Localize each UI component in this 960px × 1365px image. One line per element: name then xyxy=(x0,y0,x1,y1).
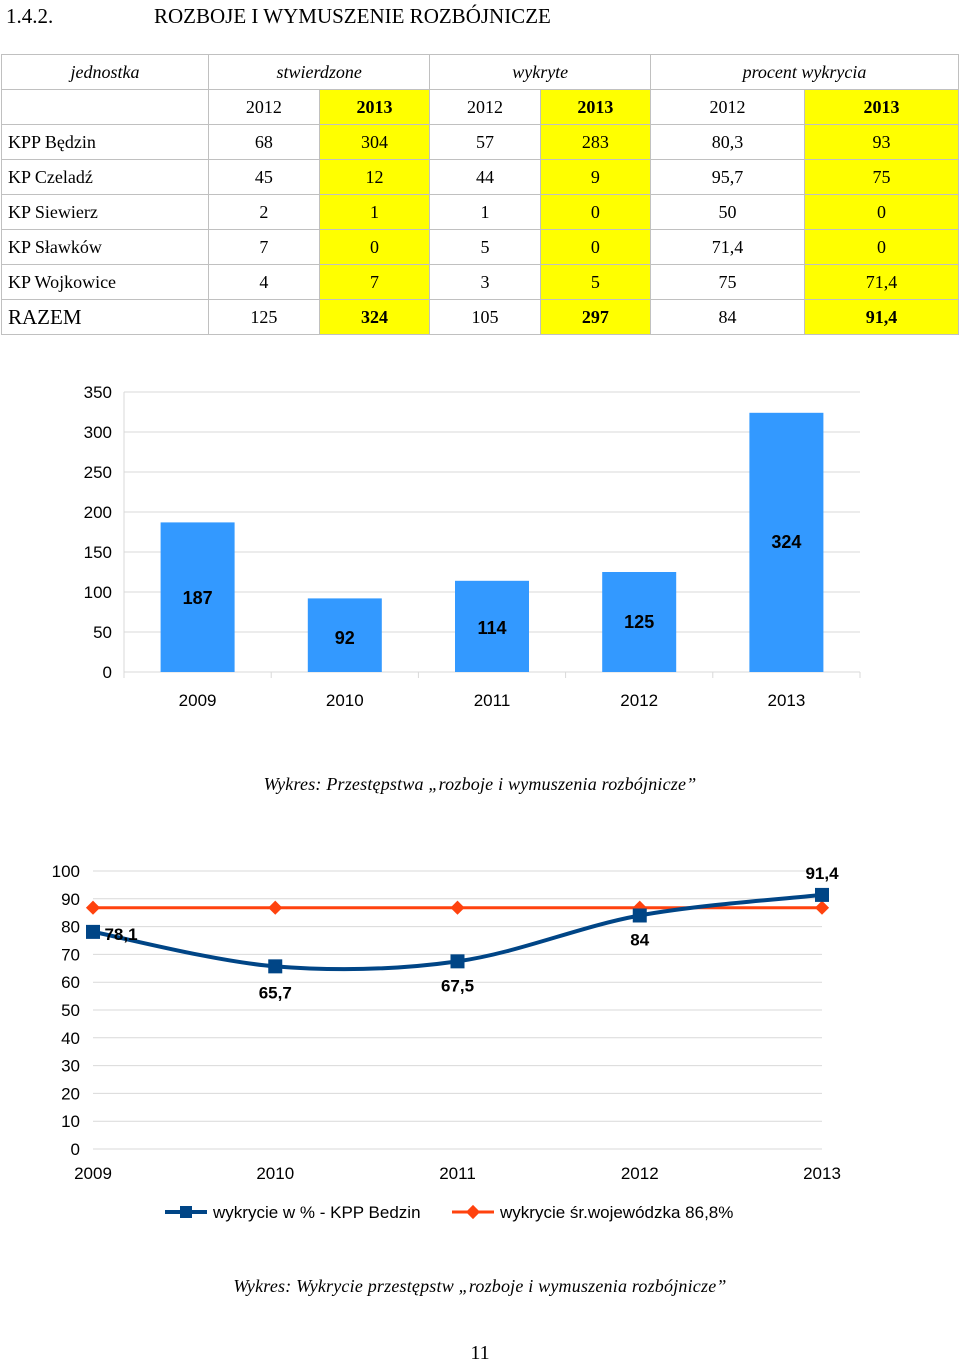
line-chart-y-tick: 20 xyxy=(61,1084,80,1104)
average-series-marker xyxy=(815,901,829,915)
bar-data-label: 92 xyxy=(334,628,355,648)
line-chart-y-tick: 0 xyxy=(70,1140,80,1159)
table-cell: 5 xyxy=(430,230,540,265)
year-cell: 2013 xyxy=(540,90,650,125)
table-cell: 80,3 xyxy=(651,125,805,160)
table-cell: 12 xyxy=(319,160,430,195)
bar-data-label: 114 xyxy=(477,618,507,638)
table-cell: 7 xyxy=(209,230,320,265)
table-cell: 1 xyxy=(430,195,540,230)
statistics-table xyxy=(1,54,959,335)
year-cell: 2013 xyxy=(319,90,430,125)
bar-chart-y-tick: 300 xyxy=(83,423,112,442)
kpp-series-marker xyxy=(633,908,647,922)
average-series-marker xyxy=(450,901,464,915)
kpp-data-label: 65,7 xyxy=(258,983,292,1003)
line-chart-y-tick: 60 xyxy=(61,973,80,993)
year-cell: 2012 xyxy=(430,90,540,125)
bar-chart-x-label: 2011 xyxy=(473,691,511,710)
table-years-row xyxy=(2,90,959,125)
bar-chart-y-tick: 250 xyxy=(83,463,112,482)
bar-chart-y-tick: 150 xyxy=(83,543,112,562)
bar-chart-caption: Wykres: Przestępstwa „rozboje i wymuszenia rozbójnicze” xyxy=(263,774,697,794)
section-number: 1.4.2. xyxy=(6,4,54,28)
bar-data-label: 187 xyxy=(182,588,213,608)
legend-average-marker xyxy=(466,1205,480,1219)
table-cell: 304 xyxy=(319,125,430,160)
bar-chart-x-label: 2010 xyxy=(325,691,364,710)
table-cell: 3 xyxy=(430,265,540,300)
total-cell: 84 xyxy=(651,300,805,335)
total-cell: 105 xyxy=(430,300,540,335)
bar-chart-y-tick: 350 xyxy=(83,383,112,402)
total-cell: 125 xyxy=(209,300,320,335)
table-cell: 57 xyxy=(430,125,540,160)
line-chart-x-label: 2011 xyxy=(439,1164,476,1183)
line-chart-y-tick: 90 xyxy=(61,889,80,909)
header-confirmed: stwierdzone xyxy=(209,55,430,90)
kpp-series-marker xyxy=(451,954,465,968)
bar-chart-y-tick: 0 xyxy=(102,663,112,682)
kpp-series-marker xyxy=(268,959,282,973)
bar-chart-x-label: 2009 xyxy=(178,691,217,710)
years-empty-cell xyxy=(2,90,209,125)
bar-chart xyxy=(0,370,960,720)
table-row xyxy=(2,195,959,230)
average-series-marker xyxy=(86,901,100,915)
year-cell: 2012 xyxy=(651,90,805,125)
line-chart-x-label: 2010 xyxy=(256,1164,295,1183)
table-cell: 93 xyxy=(804,125,958,160)
line-chart xyxy=(0,850,960,1230)
table-cell: 0 xyxy=(319,230,430,265)
table-cell: 0 xyxy=(540,230,650,265)
table-cell: 0 xyxy=(540,195,650,230)
table-row xyxy=(2,265,959,300)
table-cell: 5 xyxy=(540,265,650,300)
row-unit-name: KP Czeladź xyxy=(2,160,209,195)
legend-average-label: wykrycie śr.wojewódzka 86,8% xyxy=(500,1203,734,1222)
row-unit-name: KP Wojkowice xyxy=(2,265,209,300)
bar-chart-x-label: 2013 xyxy=(767,691,806,710)
bar-data-label: 125 xyxy=(624,612,655,632)
line-chart-caption: Wykres: Wykrycie przestępstw „rozboje i wymuszenia rozbójnicze” xyxy=(233,1276,727,1296)
table-header-row xyxy=(2,55,959,90)
header-detected: wykryte xyxy=(430,55,651,90)
line-chart-y-tick: 70 xyxy=(61,945,80,965)
total-label: RAZEM xyxy=(2,300,209,335)
table-cell: 7 xyxy=(319,265,430,300)
kpp-data-label: 91,4 xyxy=(805,863,839,883)
table-cell: 75 xyxy=(804,160,958,195)
table-row xyxy=(2,230,959,265)
row-unit-name: KP Sławków xyxy=(2,230,209,265)
kpp-series-marker xyxy=(86,925,100,939)
table-cell: 0 xyxy=(804,195,958,230)
header-rate: procent wykrycia xyxy=(651,55,959,90)
table-cell: 1 xyxy=(319,195,430,230)
table-cell: 68 xyxy=(209,125,320,160)
line-chart-y-tick: 50 xyxy=(61,1001,80,1020)
line-chart-x-label: 2009 xyxy=(74,1164,112,1183)
average-series-marker xyxy=(268,901,282,915)
total-cell: 91,4 xyxy=(804,300,958,335)
table-cell: 44 xyxy=(430,160,540,195)
section-title: ROZBOJE I WYMUSZENIE ROZBÓJNICZE xyxy=(154,4,551,28)
line-chart-x-label: 2012 xyxy=(620,1164,659,1183)
bar-chart-x-label: 2012 xyxy=(620,691,659,710)
year-cell: 2012 xyxy=(209,90,320,125)
legend-kpp-marker xyxy=(180,1206,192,1218)
total-cell: 324 xyxy=(319,300,430,335)
table-cell: 0 xyxy=(804,230,958,265)
table-row xyxy=(2,125,959,160)
total-cell: 297 xyxy=(540,300,650,335)
table-cell: 2 xyxy=(209,195,320,230)
line-chart-y-tick: 30 xyxy=(61,1056,80,1076)
table-cell: 45 xyxy=(209,160,320,195)
line-chart-y-tick: 80 xyxy=(61,917,80,937)
table-cell: 71,4 xyxy=(804,265,958,300)
bar-chart-y-tick: 50 xyxy=(93,623,112,642)
page-number: 11 xyxy=(470,1342,490,1364)
table-cell: 50 xyxy=(651,195,805,230)
year-cell: 2013 xyxy=(804,90,958,125)
legend-kpp-label: wykrycie w % - KPP Bedzin xyxy=(213,1203,421,1222)
kpp-data-label: 67,5 xyxy=(440,976,475,996)
header-unit: jednostka xyxy=(2,55,209,90)
row-unit-name: KP Siewierz xyxy=(2,195,209,230)
section-heading xyxy=(6,4,551,29)
table-cell: 283 xyxy=(540,125,650,160)
line-chart-y-tick: 100 xyxy=(51,862,80,881)
bar-chart-y-tick: 100 xyxy=(83,583,112,602)
bar-data-label: 324 xyxy=(771,532,802,552)
kpp-series-marker xyxy=(815,888,829,902)
bar-chart-y-tick: 200 xyxy=(83,503,112,522)
table-cell: 71,4 xyxy=(651,230,805,265)
line-chart-y-tick: 10 xyxy=(61,1112,80,1132)
table-cell: 75 xyxy=(651,265,805,300)
table-cell: 95,7 xyxy=(651,160,805,195)
line-chart-y-tick: 40 xyxy=(61,1028,80,1048)
table-total-row xyxy=(2,300,959,335)
table-cell: 4 xyxy=(209,265,320,300)
line-chart-x-label: 2013 xyxy=(803,1164,841,1183)
row-unit-name: KPP Będzin xyxy=(2,125,209,160)
table-cell: 9 xyxy=(540,160,650,195)
table-row xyxy=(2,160,959,195)
kpp-data-label: 78,1 xyxy=(104,924,138,944)
kpp-data-label: 84 xyxy=(630,930,650,950)
